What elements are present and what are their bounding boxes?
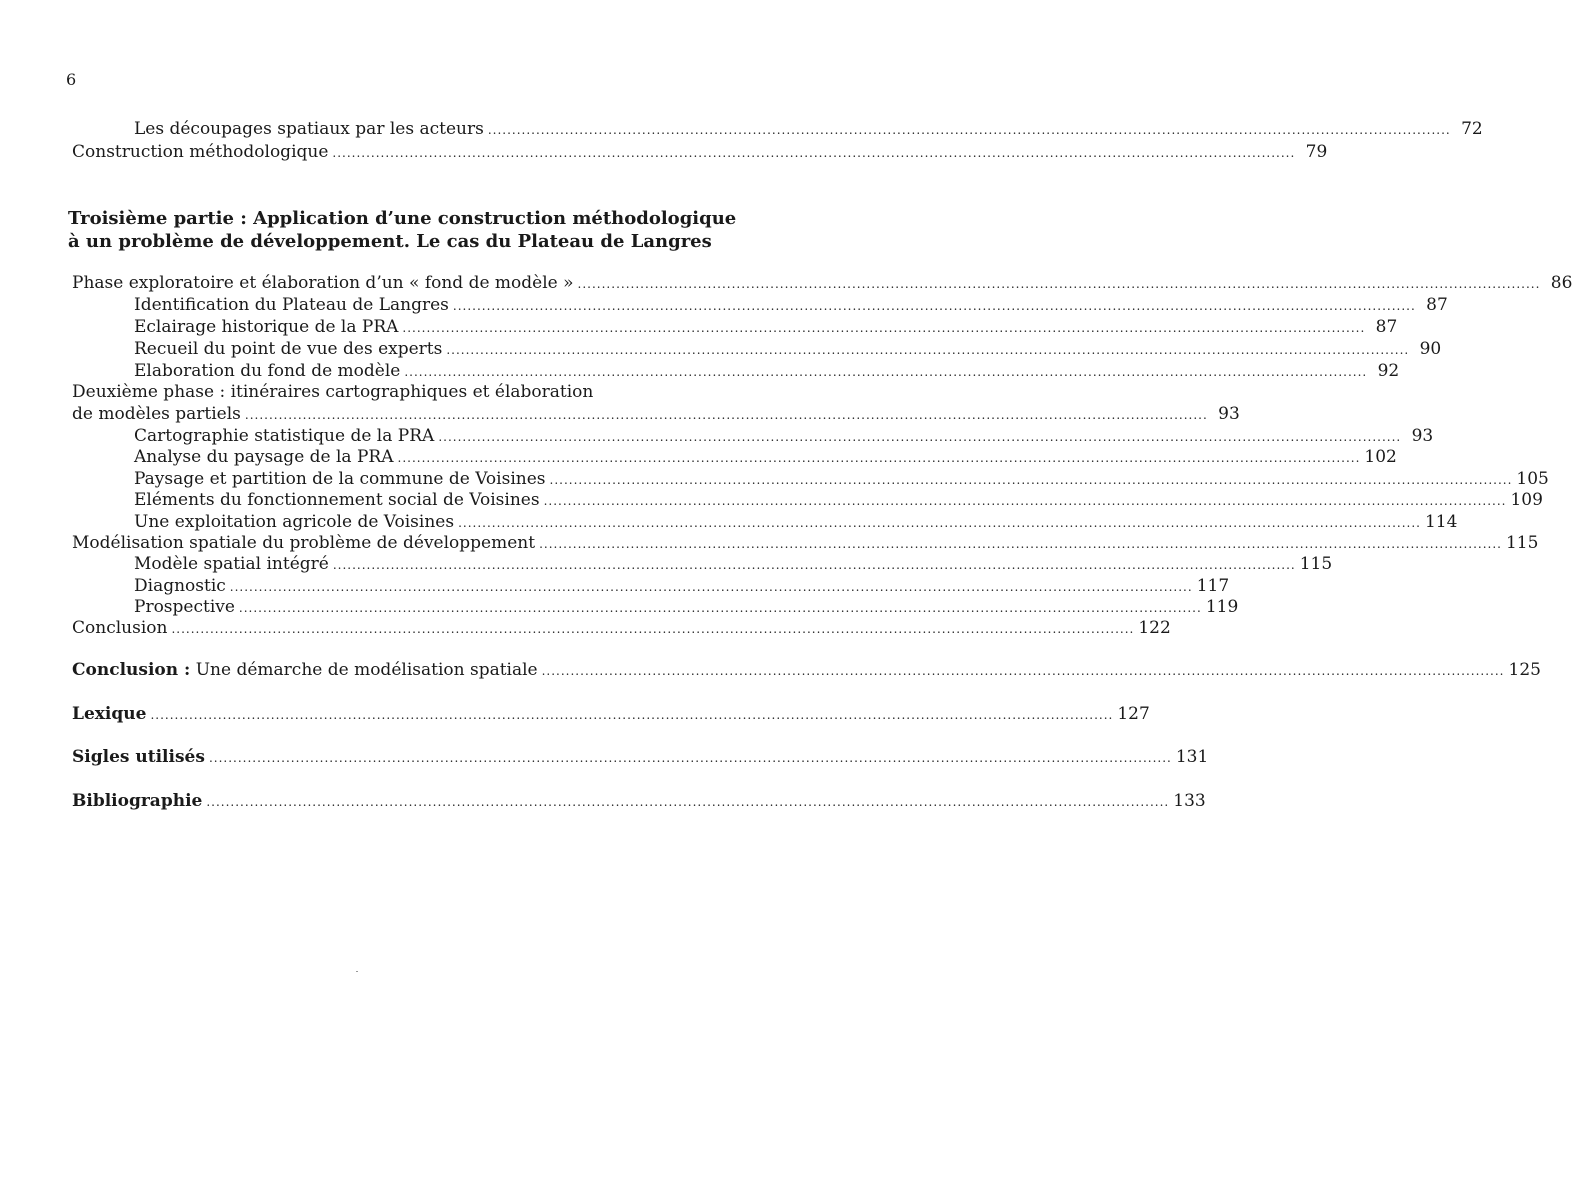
toc-entry-label: Une exploitation agricole de Voisines [134, 512, 455, 532]
toc-entry-page: 125 [1508, 660, 1541, 680]
toc-entry[interactable] [134, 338, 1442, 361]
toc-entry-page: 87 [1426, 295, 1448, 315]
toc-entry[interactable] [134, 553, 1333, 576]
part-heading-line-2: à un problème de développement. Le cas du Plateau de Langres [68, 231, 712, 252]
toc-entry-page: 119 [1205, 597, 1239, 617]
toc-entry-label: Eclairage historique de la PRA [134, 317, 399, 337]
toc-entry-label: Modélisation spatiale du problème de développement [72, 533, 536, 553]
toc-section-line-1 [72, 381, 730, 403]
toc-entry-page: 127 [1117, 704, 1150, 724]
toc-entry-page: 117 [1196, 576, 1230, 596]
toc-entry-page: 105 [1516, 469, 1549, 489]
toc-section[interactable] [72, 272, 1572, 295]
toc-entry[interactable] [134, 294, 1448, 317]
toc-entry-label: Identification du Plateau de Langres [134, 295, 449, 315]
toc-main-entry[interactable] [72, 746, 1209, 769]
dot-leader: ........................................................................................................................................................................................................ [244, 408, 1208, 422]
dot-leader: ........................................................................................................................................................................................................ [577, 277, 1541, 291]
dot-leader: ........................................................................................................................................................................................................ [458, 516, 1421, 530]
toc-entry-label: Phase exploratoire et élaboration d’un « fond de modèle » [72, 273, 574, 293]
toc-section[interactable] [72, 617, 1171, 640]
page-number: 6 [66, 70, 77, 89]
toc-entry-label: Diagnostic [134, 576, 226, 596]
toc-entry[interactable] [134, 489, 1543, 512]
dot-leader: ........................................................................................................................................................................................................ [332, 146, 1296, 160]
toc-section[interactable] [72, 403, 1240, 426]
toc-entry-page: 114 [1424, 512, 1458, 532]
toc-entry-page: 109 [1510, 490, 1543, 510]
toc-main-entry[interactable] [72, 790, 1206, 813]
dot-leader: ........................................................................................................................................................................................................ [206, 795, 1170, 809]
toc-main-entry[interactable] [72, 659, 1541, 682]
toc-entry-page: 93 [1411, 426, 1434, 446]
toc-entry[interactable] [134, 316, 1398, 339]
toc-entry[interactable] [134, 446, 1397, 469]
toc-entry-page: 92 [1377, 361, 1400, 381]
scan-speck [356, 971, 358, 972]
dot-leader: ........................................................................................................................................................................................................ [446, 343, 1410, 357]
dot-leader: ........................................................................................................................................................................................................ [238, 601, 1202, 615]
dot-leader: ........................................................................................................................................................................................................ [543, 494, 1507, 508]
dot-leader: ........................................................................................................................................................................................................ [541, 664, 1505, 678]
part-heading-line-1: Troisième partie : Application d’une construction méthodologique [68, 208, 737, 229]
dot-leader: ........................................................................................................................................................................................................ [404, 365, 1368, 379]
dot-leader: ........................................................................................................................................................................................................ [487, 123, 1451, 137]
toc-entry-label: Modèle spatial intégré [134, 554, 329, 574]
toc-entry[interactable] [134, 575, 1230, 598]
dot-leader: ........................................................................................................................................................................................................ [452, 299, 1416, 313]
dot-leader: ........................................................................................................................................................................................................ [332, 558, 1296, 572]
toc-entry-label-rest: Une démarche de modélisation spatiale [190, 660, 538, 680]
toc-entry-label: Lexique [72, 704, 147, 724]
dot-leader: ........................................................................................................................................................................................................ [208, 751, 1172, 765]
toc-main-entry[interactable] [72, 703, 1150, 726]
toc-entry-page: 131 [1175, 747, 1209, 767]
toc-entry[interactable] [134, 511, 1458, 534]
toc-entry-label: Elaboration du fond de modèle [134, 361, 401, 381]
toc-entry-label: Analyse du paysage de la PRA [134, 447, 394, 467]
toc-entry-label: Cartographie statistique de la PRA [134, 426, 435, 446]
toc-entry-page: 87 [1375, 317, 1398, 337]
toc-entry-label: Eléments du fonctionnement social de Voisines [134, 490, 540, 510]
toc-entry-page: 133 [1173, 791, 1206, 811]
toc-entry-page: 93 [1218, 404, 1240, 424]
toc-entry-label: Conclusion [72, 618, 168, 638]
toc-entry[interactable] [134, 468, 1549, 491]
toc-entry-label: Paysage et partition de la commune de Voisines [134, 469, 546, 489]
toc-entry-page: 102 [1364, 447, 1397, 467]
dot-leader: ........................................................................................................................................................................................................ [438, 430, 1402, 444]
toc-entry-page: 79 [1305, 142, 1328, 162]
toc-entry-page: 90 [1419, 339, 1442, 359]
dot-leader: ........................................................................................................................................................................................................ [229, 580, 1193, 594]
toc-entry-label: Les découpages spatiaux par les acteurs [134, 119, 484, 139]
dot-leader: ........................................................................................................................................................................................................ [549, 473, 1513, 487]
toc-entry[interactable] [134, 596, 1239, 619]
toc-entry-label [72, 659, 538, 681]
dot-leader: ........................................................................................................................................................................................................ [150, 708, 1114, 722]
toc-entry[interactable] [134, 425, 1434, 448]
toc-entry-page: 86 [1550, 273, 1572, 293]
dot-leader: ........................................................................................................................................................................................................ [402, 321, 1366, 335]
toc-entry-page: 115 [1505, 533, 1539, 553]
toc-entry[interactable] [134, 118, 1483, 141]
toc-entry-label: Sigles utilisés [72, 747, 205, 767]
dot-leader: ........................................................................................................................................................................................................ [171, 622, 1135, 636]
toc-entry[interactable] [72, 141, 1328, 164]
toc-entry-page: 122 [1138, 618, 1171, 638]
toc-entry-label: Recueil du point de vue des experts [134, 339, 443, 359]
toc-entry-page: 115 [1299, 554, 1333, 574]
toc-entry[interactable] [134, 360, 1400, 383]
toc-entry-label-bold: Conclusion : [72, 660, 191, 680]
toc-entry-label: Deuxième phase : itinéraires cartographiques et élaboration [72, 382, 594, 402]
toc-section[interactable] [72, 532, 1539, 555]
dot-leader: ........................................................................................................................................................................................................ [539, 537, 1502, 551]
toc-entry-label: de modèles partiels [72, 404, 241, 424]
dot-leader: ........................................................................................................................................................................................................ [397, 451, 1361, 465]
toc-entry-label: Bibliographie [72, 791, 203, 811]
toc-entry-page: 72 [1461, 119, 1483, 139]
toc-entry-label: Prospective [134, 597, 235, 617]
toc-entry-label: Construction méthodologique [72, 142, 329, 162]
